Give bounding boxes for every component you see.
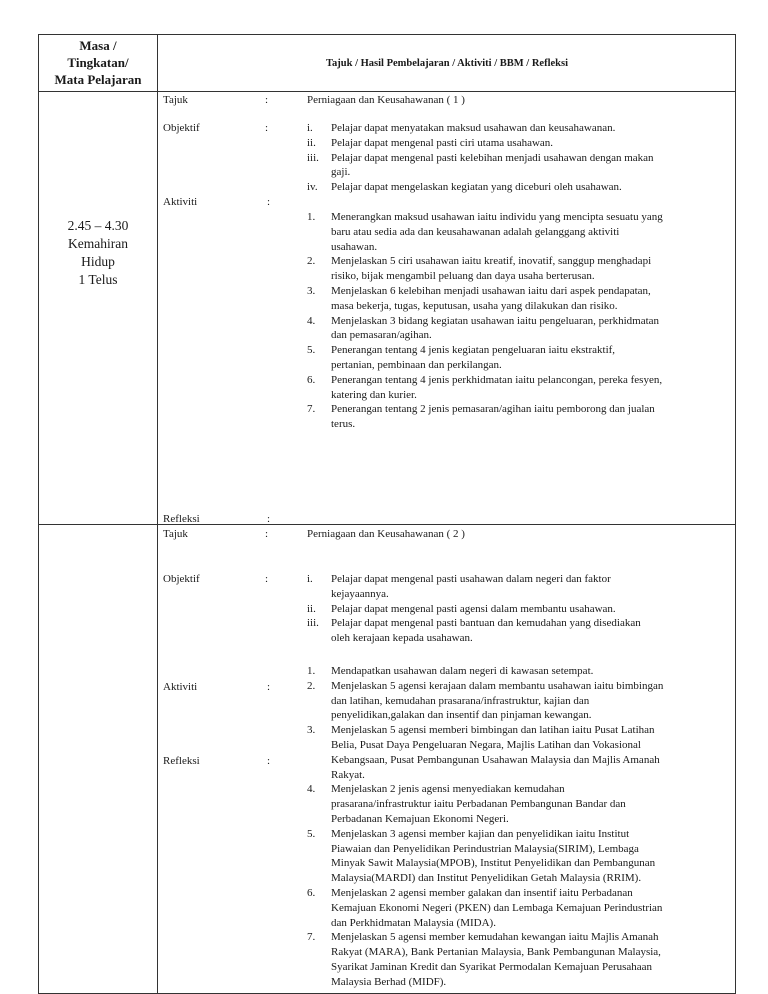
- list-item: [307, 136, 739, 151]
- colon: :: [267, 513, 271, 525]
- list-item: [307, 572, 739, 602]
- item-line: Menjelaskan 3 agensi member kajian dan penyelidikan iaitu Institut: [331, 827, 630, 840]
- label-tajuk: Tajuk: [163, 94, 188, 106]
- item-line: Menerangkan maksud usahawan iaitu individu yang mencipta sesuatu yang: [331, 211, 663, 223]
- item-number: i.: [307, 122, 313, 134]
- item-line: Menjelaskan 2 jenis agensi menyediakan kemudahan: [331, 783, 565, 796]
- item-line: Malaysia(MARDI) dan Institut Penyelidikan Getah Malaysia (RRIM).: [331, 872, 642, 885]
- item-number: 7.: [307, 403, 316, 416]
- item-number: iii.: [307, 617, 319, 630]
- list-item: [307, 723, 739, 782]
- row-divider: [39, 524, 735, 525]
- item-line: Mendapatkan usahawan dalam negeri di kawasan setempat.: [331, 665, 594, 677]
- header-left-line: Masa /: [79, 38, 117, 53]
- item-line: Menjelaskan 3 bidang kegiatan usahawan iaitu pengeluaran, perkhidmatan: [331, 314, 660, 327]
- item-line: Pelajar dapat mengenal pasti bantuan dan kemudahan yang disediakan: [331, 617, 641, 630]
- item-line: dan latihan, kemudahan prasarana/infrastruktur, kajian dan: [331, 694, 590, 707]
- colon: :: [265, 573, 269, 585]
- list-item: [307, 151, 739, 181]
- item-number: iv.: [307, 181, 318, 194]
- time-line: 1 Telus: [78, 272, 118, 287]
- item-number: i.: [307, 573, 313, 585]
- item-line: pertanian, pembinaan dan perkilangan.: [331, 358, 502, 371]
- header-divider: [39, 91, 735, 92]
- item-number: 3.: [307, 724, 316, 737]
- item-line: terus.: [331, 418, 356, 431]
- item-number: 1.: [307, 211, 316, 223]
- item-line: Penerangan tentang 4 jenis kegiatan pengeluaran iaitu ekstraktif,: [331, 344, 616, 357]
- list-item: [307, 679, 739, 723]
- header-title: Tajuk / Hasil Pembelajaran / Aktiviti / BBM / Refleksi: [326, 57, 568, 69]
- list-item: [307, 373, 739, 403]
- list-item: [307, 664, 739, 679]
- item-line: Rakyat (MARA), Bank Pertanian Malaysia, Bank Pembangunan Malaysia,: [331, 946, 661, 959]
- label-objektif: Objektif: [163, 122, 200, 134]
- row1-objektif-list: [307, 121, 739, 195]
- item-line: Menjelaskan 5 agensi memberi bimbingan dan latihan iaitu Pusat Latihan: [331, 724, 655, 737]
- item-line: Menjelaskan 2 agensi member galakan dan insentif iaitu Perbadanan: [331, 886, 633, 899]
- item-line: gaji.: [331, 166, 351, 179]
- item-line: Penerangan tentang 4 jenis perkhidmatan iaitu pelancongan, pereka fesyen,: [331, 373, 663, 386]
- list-item: [307, 602, 739, 617]
- item-line: Pelajar dapat mengenal pasti usahawan dalam negeri dan faktor: [331, 573, 611, 585]
- item-number: ii.: [307, 136, 316, 149]
- label-objektif: Objektif: [163, 573, 200, 585]
- header-left-line: Tingkatan/: [67, 55, 129, 70]
- list-item: [307, 254, 739, 284]
- list-item: [307, 314, 739, 344]
- colon: :: [267, 196, 271, 208]
- list-item: [307, 210, 739, 254]
- item-number: 6.: [307, 373, 316, 386]
- item-line: baru atau sedia ada dan keusahawanan adalah gelanggang aktiviti: [331, 225, 620, 238]
- item-line: kejayaannya.: [331, 587, 389, 600]
- item-number: 3.: [307, 284, 316, 297]
- item-line: usahawan.: [331, 240, 378, 253]
- header-content-cell: [158, 35, 736, 91]
- label-aktiviti: Aktiviti: [163, 681, 198, 693]
- item-line: Menjelaskan 5 agensi member kemudahan kewangan iaitu Majlis Amanah: [331, 931, 659, 944]
- item-number: 6.: [307, 886, 316, 899]
- item-line: Pelajar dapat mengenal pasti agensi dalam membantu usahawan.: [331, 602, 616, 615]
- colon: :: [265, 528, 269, 540]
- header-left-line: Mata Pelajaran: [54, 72, 142, 87]
- item-line: risiko, bijak mengambil peluang dan daya usaha berterusan.: [331, 270, 595, 283]
- lesson-plan-table: [38, 34, 736, 994]
- item-line: Menjelaskan 5 agensi kerajaan dalam membantu usahawan iaitu bimbingan: [331, 679, 664, 692]
- list-item: [307, 782, 739, 826]
- item-line: Perbadanan Kemajuan Ekonomi Negeri.: [331, 812, 509, 825]
- label-refleksi: Refleksi: [163, 513, 200, 525]
- item-number: 7.: [307, 931, 316, 944]
- item-line: Penerangan tentang 2 jenis pemasaran/agihan iaitu pemborong dan jualan: [331, 403, 655, 416]
- item-number: 4.: [307, 783, 316, 796]
- label-tajuk: Tajuk: [163, 528, 188, 540]
- row1-time-cell: [39, 217, 157, 289]
- item-line: oleh kerajaan kepada usahawan.: [331, 632, 473, 645]
- item-line: Menjelaskan 5 ciri usahawan iaitu kreatif, inovatif, sanggup menghadapi: [331, 255, 652, 268]
- colon: :: [267, 681, 271, 693]
- list-item: [307, 616, 739, 646]
- row2-objektif-list: [307, 572, 739, 646]
- item-number: ii.: [307, 602, 316, 615]
- item-line: Menjelaskan 6 kelebihan menjadi usahawan iaitu dari aspek pendapatan,: [331, 284, 651, 297]
- item-line: Rakyat.: [331, 768, 365, 781]
- item-line: prasarana/infrastruktur iaitu Perbadanan Pembangunan Bandar dan: [331, 798, 626, 811]
- item-line: masa bekerja, tugas, keputusan, usaha yang dilakukan dan risiko.: [331, 299, 618, 312]
- item-line: Pelajar dapat mengenal pasti ciri utama usahawan.: [331, 136, 554, 149]
- row2-tajuk: Perniagaan dan Keusahawanan ( 2 ): [307, 528, 465, 540]
- item-line: Belia, Pusat Daya Pengeluaran Negara, Majlis Latihan dan Vokasional: [331, 738, 641, 751]
- header-time-cell: [39, 35, 157, 91]
- item-line: Pelajar dapat menyatakan maksud usahawan dan keusahawanan.: [331, 122, 616, 134]
- label-refleksi: Refleksi: [163, 755, 200, 767]
- list-item: [307, 827, 739, 886]
- list-item: [307, 930, 739, 989]
- item-line: Pelajar dapat mengenal pasti kelebihan menjadi usahawan dengan makan: [331, 151, 654, 164]
- list-item: [307, 343, 739, 373]
- item-line: Malaysia Berhad (MIDF).: [331, 975, 447, 988]
- column-divider: [157, 35, 158, 993]
- list-item: [307, 402, 739, 432]
- row1-aktiviti-list: [307, 210, 739, 432]
- list-item: [307, 180, 739, 195]
- item-line: Pelajar dapat mengelaskan kegiatan yang diceburi oleh usahawan.: [331, 181, 622, 194]
- item-line: katering dan kurier.: [331, 388, 417, 401]
- item-line: Kemajuan Ekonomi Negeri (PKEN) dan Lembaga Kemajuan Perindustrian: [331, 901, 663, 914]
- item-line: penyelidikan,galakan dan insentif dan pinjaman kewangan.: [331, 709, 592, 722]
- item-number: 5.: [307, 827, 316, 840]
- item-number: 5.: [307, 344, 316, 357]
- time-line: Kemahiran: [68, 236, 128, 251]
- label-aktiviti: Aktiviti: [163, 196, 198, 208]
- item-number: 4.: [307, 314, 316, 327]
- time-line: 2.45 – 4.30: [67, 218, 129, 233]
- row1-tajuk: Perniagaan dan Keusahawanan ( 1 ): [307, 94, 465, 106]
- list-item: [307, 886, 739, 930]
- colon: :: [265, 94, 269, 106]
- colon: :: [265, 122, 269, 134]
- item-number: 2.: [307, 255, 316, 268]
- colon: :: [267, 755, 271, 767]
- item-line: Kebangsaan, Pusat Pembangunan Usahawan Malaysia dan Majlis Amanah: [331, 753, 660, 766]
- item-line: dan Perkhidmatan Malaysia (MIDA).: [331, 916, 496, 929]
- item-number: 2.: [307, 679, 316, 692]
- item-line: dan pemasaran/agihan.: [331, 329, 432, 342]
- item-line: Minyak Sawit Malaysia(MPOB), Institut Penyelidikan dan Pembangunan: [331, 857, 656, 870]
- list-item: [307, 284, 739, 314]
- item-line: Syarikat Jaminan Kredit dan Syarikat Permodalan Kemajuan Perusahaan: [331, 960, 653, 973]
- item-number: 1.: [307, 665, 316, 677]
- list-item: [307, 121, 739, 136]
- item-number: iii.: [307, 151, 319, 164]
- time-line: Hidup: [81, 254, 115, 269]
- row2-aktiviti-list: [307, 664, 739, 990]
- item-line: Piawaian dan Penyelidikan Perindustrian Malaysia(SIRIM), Lembaga: [331, 842, 639, 855]
